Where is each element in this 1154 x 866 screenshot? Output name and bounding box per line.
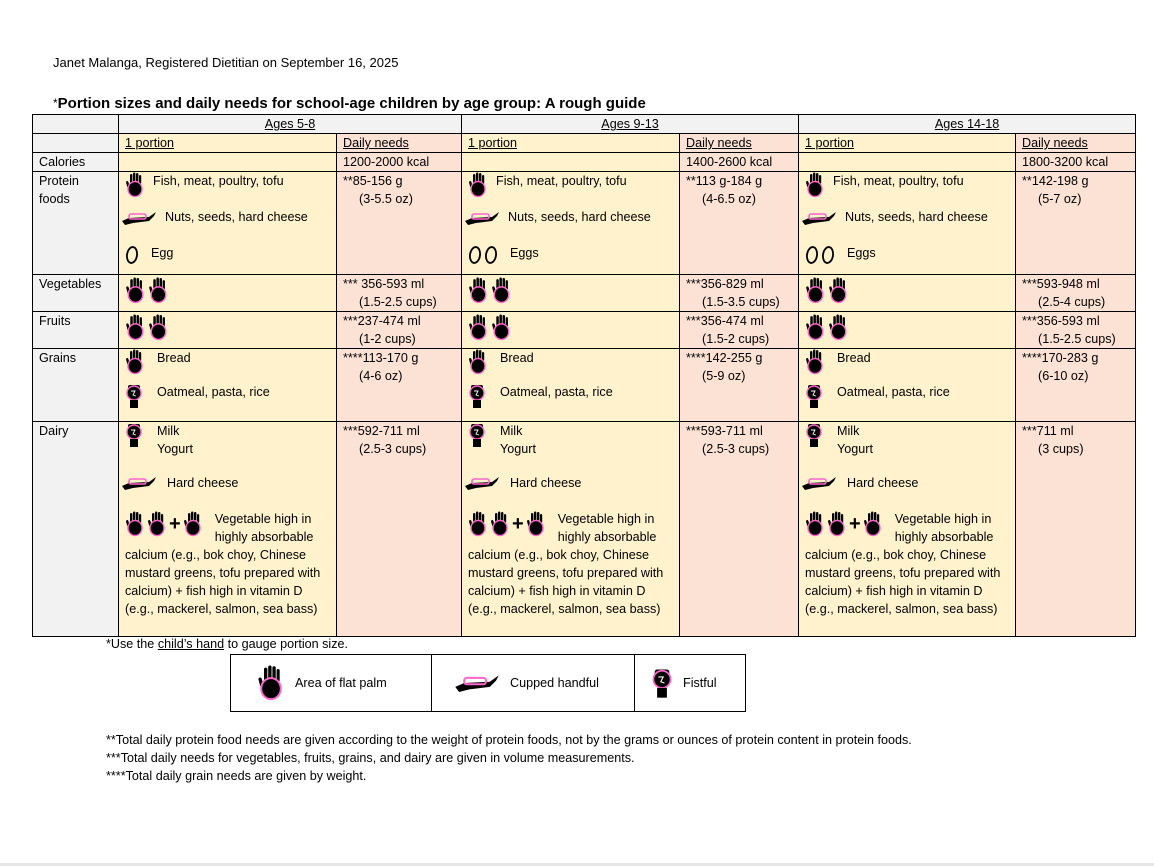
vegetables-portion-cell [119, 275, 337, 312]
need-sub-value: (1.5-2.5 cups) [359, 295, 437, 309]
dairy-portion-cell [462, 422, 680, 637]
calories-value: 1800-3200 kcal [1016, 153, 1136, 172]
cupped-hand-icon [801, 475, 837, 491]
footnote-grain: ****Total daily grain needs are given by weight. [106, 769, 367, 783]
portion-cell [119, 153, 337, 172]
food-item: Hard cheese [847, 476, 919, 490]
grains-needs-cell [680, 349, 799, 422]
portion-header: 1 portion [462, 134, 680, 153]
cupped-hand-icon [464, 210, 500, 226]
dairy-portion-cell [119, 422, 337, 637]
age-header-row [33, 115, 1136, 134]
need-value: ***237-474 ml [343, 314, 421, 328]
need-sub-value: (3-5.5 oz) [359, 192, 413, 206]
legend-item-cupped [432, 655, 635, 712]
protein-portion-cell [799, 172, 1016, 275]
food-item: Nuts, seeds, hard cheese [845, 210, 988, 224]
flat-palm-icon [491, 277, 512, 304]
fruits-portion-cell [462, 312, 680, 349]
food-item: Oatmeal, pasta, rice [837, 385, 950, 399]
flat-palm-icon [805, 349, 825, 375]
fist-icon [805, 383, 823, 409]
need-value: ****170-283 g [1022, 351, 1099, 365]
food-item: Eggs [510, 246, 539, 260]
need-value: ***356-593 ml [1022, 314, 1100, 328]
page-title [53, 95, 646, 112]
legend-item-fist [635, 655, 746, 712]
flat-palm-icon [468, 277, 489, 304]
food-item: Milk [157, 424, 180, 438]
need-value: **142-198 g [1022, 174, 1089, 188]
fist-icon [125, 383, 143, 409]
flat-palm-icon [468, 172, 488, 198]
need-sub-value: (2.5-3 cups) [359, 442, 427, 456]
need-sub-value: (1.5-2 cups) [702, 332, 770, 346]
need-sub-value: (4-6.5 oz) [702, 192, 756, 206]
food-item: Milk [837, 424, 860, 438]
food-item: Vegetable high in [557, 512, 655, 526]
flat-palm-icon [125, 349, 145, 375]
need-value: ***592-711 ml [343, 424, 420, 438]
grains-portion-cell [799, 349, 1016, 422]
flat-palm-icon [805, 277, 826, 304]
food-item: highly absorbable [894, 530, 994, 544]
cupped-hand-icon [121, 475, 157, 491]
plus-sign: + [512, 513, 524, 535]
hand-size-legend [230, 654, 746, 712]
dairy-needs-cell [1016, 422, 1136, 637]
food-item: Fish, meat, poultry, tofu [496, 174, 627, 188]
flat-palm-icon [468, 349, 488, 375]
egg-icon [821, 245, 835, 265]
daily-needs-header: Daily needs [1016, 134, 1136, 153]
age-group-header: Ages 5-8 [119, 115, 462, 134]
need-sub-value: (1.5-2.5 cups) [1038, 332, 1116, 346]
row-label-dairy: Dairy [33, 422, 119, 637]
food-item: Hard cheese [167, 476, 239, 490]
sub-header-row [33, 134, 1136, 153]
flat-palm-icon [125, 511, 145, 537]
portion-guide-table [32, 114, 1136, 637]
food-item: Yogurt [500, 442, 536, 456]
need-value: ****142-255 g [686, 351, 763, 365]
food-item: Nuts, seeds, hard cheese [165, 210, 308, 224]
legend-label: Area of flat palm [295, 676, 387, 690]
egg-icon [125, 245, 139, 265]
need-sub-value: (4-6 oz) [359, 369, 403, 383]
flat-palm-icon [125, 314, 146, 341]
cupped-hand-icon [121, 210, 157, 226]
flat-palm-icon [526, 511, 546, 537]
fist-icon [805, 422, 823, 448]
vegetables-portion-cell [462, 275, 680, 312]
flat-palm-icon [827, 511, 847, 537]
need-sub-value: (3 cups) [1038, 442, 1084, 456]
fist-icon [468, 383, 486, 409]
row-label-calories: Calories [33, 153, 119, 172]
grains-needs-cell [1016, 349, 1136, 422]
plus-sign: + [169, 513, 181, 535]
food-item: Nuts, seeds, hard cheese [508, 210, 651, 224]
legend-label: Fistful [683, 676, 717, 690]
flat-palm-icon [805, 511, 825, 537]
need-value: **113 g-184 g [686, 174, 763, 188]
title-text: Portion sizes and daily needs for school-age children by age group: A rough guide [57, 95, 646, 112]
need-value: ***593-711 ml [686, 424, 763, 438]
food-item: Yogurt [157, 442, 193, 456]
hand-note-suffix: to gauge portion size. [224, 637, 349, 651]
dairy-needs-cell [337, 422, 462, 637]
corner-cell [33, 134, 119, 153]
food-item: Egg [151, 246, 174, 260]
food-item: Hard cheese [510, 476, 582, 490]
need-value: ****113-170 g [343, 351, 419, 365]
portion-cell [799, 153, 1016, 172]
fist-icon [125, 422, 143, 448]
vegetables-needs-cell [1016, 275, 1136, 312]
age-group-header: Ages 14-18 [799, 115, 1136, 134]
plus-sign: + [849, 513, 861, 535]
flat-palm-icon [468, 314, 489, 341]
flat-palm-icon [257, 664, 285, 702]
fruits-row [33, 312, 1136, 349]
flat-palm-icon [468, 511, 488, 537]
need-value: ***593-948 ml [1022, 277, 1100, 291]
need-sub-value: (1-2 cups) [359, 332, 416, 346]
food-item: highly absorbable [214, 530, 314, 544]
dairy-row [33, 422, 1136, 637]
calcium-note: calcium (e.g., bok choy, Chinese mustard greens, tofu prepared with calcium) + fish high in vitamin D (e.g., mackerel, salmon, sea bass) [468, 548, 664, 616]
vegetables-needs-cell [337, 275, 462, 312]
need-sub-value: (1.5-3.5 cups) [702, 295, 780, 309]
need-sub-value: (5-7 oz) [1038, 192, 1082, 206]
flat-palm-icon [147, 511, 167, 537]
need-sub-value: (6-10 oz) [1038, 369, 1089, 383]
flat-palm-icon [148, 277, 169, 304]
food-item: Bread [157, 351, 191, 365]
need-value: ***711 ml [1022, 424, 1074, 438]
need-value: ***356-474 ml [686, 314, 764, 328]
food-item: Fish, meat, poultry, tofu [833, 174, 964, 188]
dairy-needs-cell [680, 422, 799, 637]
egg-icon [484, 245, 498, 265]
portion-header: 1 portion [119, 134, 337, 153]
cupped-hand-icon [464, 475, 500, 491]
flat-palm-icon [828, 314, 849, 341]
calories-row [33, 153, 1136, 172]
food-item: Fish, meat, poultry, tofu [153, 174, 284, 188]
food-item: Bread [500, 351, 534, 365]
row-label-protein: Protein foods [33, 172, 119, 275]
corner-cell [33, 115, 119, 134]
protein-portion-cell [119, 172, 337, 275]
need-value: *** 356-593 ml [343, 277, 425, 291]
hand-note-prefix: *Use the [106, 637, 158, 651]
grains-portion-cell [119, 349, 337, 422]
food-item: Oatmeal, pasta, rice [500, 385, 613, 399]
flat-palm-icon [491, 314, 512, 341]
cupped-hand-icon [801, 210, 837, 226]
need-value: **85-156 g [343, 174, 403, 188]
need-sub-value: (2.5-3 cups) [702, 442, 770, 456]
calcium-note: calcium (e.g., bok choy, Chinese mustard greens, tofu prepared with calcium) + fish high in vitamin D (e.g., mackerel, salmon, sea bass) [805, 548, 1001, 616]
vegetables-portion-cell [799, 275, 1016, 312]
dairy-portion-cell [799, 422, 1016, 637]
portion-header: 1 portion [799, 134, 1016, 153]
grains-portion-cell [462, 349, 680, 422]
age-group-header: Ages 9-13 [462, 115, 799, 134]
title-asterisk: * [53, 96, 58, 110]
need-value: ***356-829 ml [686, 277, 764, 291]
food-item: Vegetable high in [214, 512, 312, 526]
calcium-note: calcium (e.g., bok choy, Chinese mustard greens, tofu prepared with calcium) + fish high in vitamin D (e.g., mackerel, salmon, sea bass) [125, 548, 321, 616]
food-item: Yogurt [837, 442, 873, 456]
footnote-protein: **Total daily protein food needs are given according to the weight of protein foods, not by the grams or ounces of protein content in protein foods. [106, 733, 912, 747]
fruits-needs-cell [337, 312, 462, 349]
need-sub-value: (5-9 oz) [702, 369, 746, 383]
protein-needs-cell [680, 172, 799, 275]
row-label-grains: Grains [33, 349, 119, 422]
fruits-portion-cell [119, 312, 337, 349]
protein-portion-cell [462, 172, 680, 275]
legend-label: Cupped handful [510, 676, 599, 690]
cupped-hand-icon [454, 672, 500, 694]
grains-row [33, 349, 1136, 422]
flat-palm-icon [805, 314, 826, 341]
flat-palm-icon [148, 314, 169, 341]
food-item: Milk [500, 424, 523, 438]
egg-icon [805, 245, 819, 265]
egg-icon [468, 245, 482, 265]
daily-needs-header: Daily needs [337, 134, 462, 153]
food-item: Vegetable high in [894, 512, 992, 526]
flat-palm-icon [805, 172, 825, 198]
protein-needs-cell [337, 172, 462, 275]
calories-value: 1400-2600 kcal [680, 153, 799, 172]
food-item: highly absorbable [557, 530, 657, 544]
flat-palm-icon [183, 511, 203, 537]
fruits-needs-cell [1016, 312, 1136, 349]
protein-row [33, 172, 1136, 275]
legend-item-palm [231, 655, 432, 712]
vegetables-row [33, 275, 1136, 312]
hand-note [106, 637, 348, 651]
flat-palm-icon [863, 511, 883, 537]
flat-palm-icon [490, 511, 510, 537]
row-label-fruits: Fruits [33, 312, 119, 349]
fist-icon [651, 667, 673, 699]
fruits-needs-cell [680, 312, 799, 349]
row-label-vegetables: Vegetables [33, 275, 119, 312]
daily-needs-header: Daily needs [680, 134, 799, 153]
author-line: Janet Malanga, Registered Dietitian on September 16, 2025 [53, 55, 399, 70]
flat-palm-icon [828, 277, 849, 304]
footnote-volume: ***Total daily needs for vegetables, fruits, grains, and dairy are given in volume measurements. [106, 751, 635, 765]
flat-palm-icon [125, 277, 146, 304]
grains-needs-cell [337, 349, 462, 422]
vegetables-needs-cell [680, 275, 799, 312]
fruits-portion-cell [799, 312, 1016, 349]
protein-needs-cell [1016, 172, 1136, 275]
portion-cell [462, 153, 680, 172]
calories-value: 1200-2000 kcal [337, 153, 462, 172]
food-item: Eggs [847, 246, 876, 260]
food-item: Bread [837, 351, 871, 365]
fist-icon [468, 422, 486, 448]
food-item: Oatmeal, pasta, rice [157, 385, 270, 399]
hand-note-link: child’s hand [157, 637, 225, 651]
need-sub-value: (2.5-4 cups) [1038, 295, 1106, 309]
flat-palm-icon [125, 172, 145, 198]
